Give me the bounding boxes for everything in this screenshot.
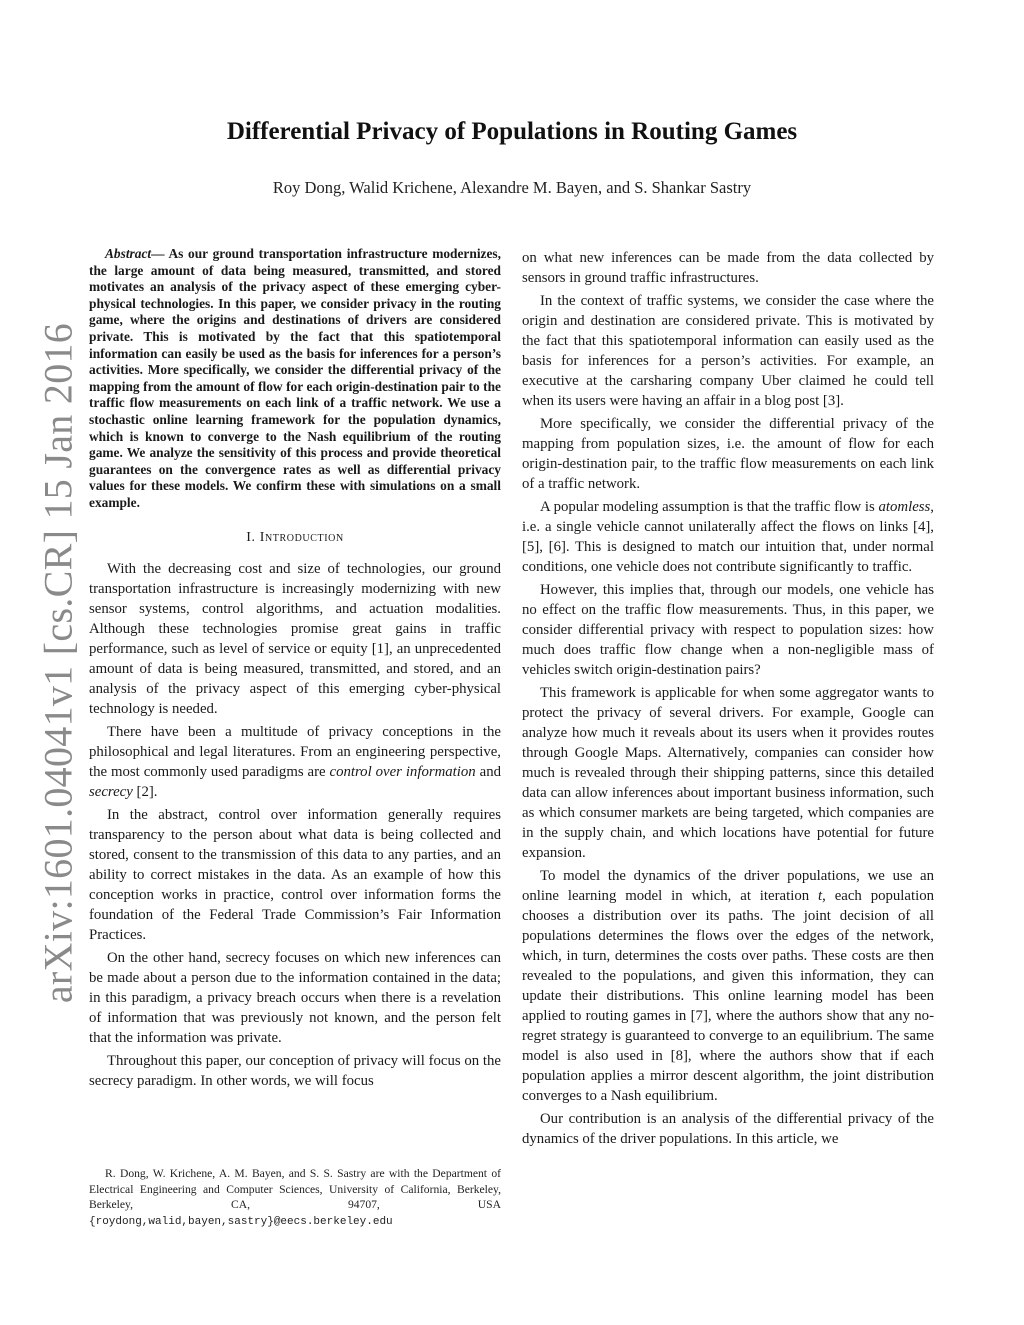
- footnote-emails: {roydong,walid,bayen,sastry}@eecs.berkeley.edu: [89, 1215, 393, 1228]
- section-number: I.: [246, 529, 256, 545]
- intro-paragraph-4: On the other hand, secrecy focuses on which new inferences can be made about a person due to the information contained in the data; in this paradigm, a privacy breach occurs when there is a revelation of information that was previously not known, and the person felt that the information was private.: [89, 949, 501, 1046]
- footnote-text: R. Dong, W. Krichene, A. M. Bayen, and S. S. Sastry are with the Department of Electrical Engineering and Computer Sciences, University of California, Berkeley, Berkeley, CA, 94707, USA: [89, 1167, 501, 1212]
- paper-authors: Roy Dong, Walid Krichene, Alexandre M. Bayen, and S. Shankar Sastry: [272, 178, 752, 197]
- emphasis-control-over-information: control over information: [329, 763, 476, 780]
- intro-paragraph-5: Throughout this paper, our conception of privacy will focus on the secrecy paradigm. In other words, we will focus: [89, 1052, 501, 1089]
- intro-paragraph-1: With the decreasing cost and size of technologies, our ground transportation infrastructure is increasingly modernizing with new sensor systems, control algorithms, and actuation modalities. Although these technologies promise great gains in traffic performance, such as level of service or equity [1], an unprecedented amount of data is being measured, transmitted, and stored, and an analysis of the privacy aspect of this emerging cyber-physical technology is needed.: [89, 560, 501, 717]
- emphasis-atomless: atomless: [878, 499, 931, 515]
- intro-paragraph-2: [89, 722, 501, 802]
- para-text: There have been a multitude of privacy conceptions in the philosophical and legal literatures. From an engineering perspective, the most commonly used paradigms are: [89, 723, 501, 780]
- para-text: and: [475, 763, 502, 780]
- emphasis-secrecy: secrecy: [89, 783, 133, 800]
- arxiv-identifier[interactable]: arXiv:1601.04041v1 [cs.CR] 15 Jan 2016: [35, 322, 81, 1004]
- section-heading: [89, 530, 501, 546]
- right-paragraph-8: Our contribution is an analysis of the differential privacy of the dynamics of the driver populations. In this article, we: [522, 1111, 934, 1147]
- left-column: [89, 246, 501, 1094]
- para-text: , i.e. a single vehicle cannot unilaterally affect the flows on links [4], [5], [6]. This is designed to match our intuition that, under normal conditions, one vehicle does not contribute significantly to traffic.: [522, 499, 934, 575]
- right-paragraph-4: [522, 497, 934, 577]
- section-title: Introduction: [259, 529, 344, 545]
- right-paragraph-5: However, this implies that, through our models, one vehicle has no effect on the traffic flow measurements. Thus, in this paper, we consider differential privacy with respect to population sizes: how much does traffic flow change when a non-negligible mass of vehicles switch origin-destination pairs?: [522, 582, 934, 678]
- right-paragraph-1: on what new inferences can be made from the data collected by sensors in ground traffic infrastructures.: [522, 250, 934, 286]
- right-paragraph-2: In the context of traffic systems, we consider the case where the origin and destination are considered private. This is motivated by the fact that this spatiotemporal information can easily used as the basis for inferences for a person’s activities. For example, an executive at the carsharing company Uber claimed he could tell when its users were having an affair in a blog post [3].: [522, 293, 934, 409]
- paper-title: Differential Privacy of Populations in Routing Games: [226, 118, 798, 145]
- intro-paragraph-3: In the abstract, control over information generally requires transparency to the person about what data is being collected and stored, consent to the transmission of this data to any parties, and an ability to correct mistakes in the data. As an example of how this conception works in practice, control over information forms the foundation of the Federal Trade Commission’s Fair Information Practices.: [89, 806, 501, 943]
- abstract-label: Abstract: [105, 246, 152, 261]
- math-variable-t: t: [818, 888, 823, 904]
- abstract-text: — As our ground transportation infrastructure modernizes, the large amount of data being measured, transmitted, and stored motivates an analysis of the privacy aspect of these emerging cyber-physical technologies. In this paper, we consider privacy in the routing game, where the origins and destinations of drivers are considered private. This is motivated by the fact that this spatiotemporal information can easily be used as the basis for inferences for a person’s activities. More specifically, we consider the differential privacy of the mapping from the amount of flow for each origin-destination pair to the traffic flow measurements on each link of a traffic network. We use a stochastic online learning framework for the population dynamics, which is known to converge to the Nash equilibrium of the routing game. We analyze the sensitivity of this process and provide theoretical guarantees on the convergence rates as well as differential privacy values for these models. We confirm these with simulations on a small example.: [89, 246, 501, 510]
- author-footnote: [89, 1166, 501, 1230]
- para-text: [2].: [132, 783, 158, 800]
- right-paragraph-7: [522, 866, 934, 1106]
- right-paragraph-3: More specifically, we consider the differential privacy of the mapping from population sizes, i.e. the amount of flow for each origin-destination pair, to the traffic flow measurements on each link of a traffic network.: [522, 416, 934, 492]
- right-paragraph-6: This framework is applicable for when some aggregator wants to protect the privacy of several drivers. For example, Google can analyze how much it reveals about its users when it provides routes through Google Maps. Alternatively, companies can consider how much is revealed through their shipping patterns, since this detailed data can allow inferences about important business information, such as which consumer markets are being targeted, which companies are in the supply chain, and which locations have potential for future expansion.: [522, 685, 934, 861]
- right-column: [522, 248, 934, 1152]
- para-text: , each population chooses a distribution over its paths. The joint decision of all populations determines the flows over the edges of the network, which, in turn, determines the costs over paths. These costs are then revealed to the populations, and given this information, they can update their distributions. This online learning model has been applied to routing games in [7], where the authors show that any no-regret strategy is guaranteed to converge to an equilibrium. The same model is also used in [8], where the authors show that if each population applies a mirror descent algorithm, the joint distribution converges to a Nash equilibrium.: [522, 888, 934, 1104]
- para-text: To model the dynamics of the driver populations, we use an online learning model in which, at iteration: [522, 868, 934, 904]
- abstract: [89, 246, 501, 512]
- para-text: A popular modeling assumption is that the traffic flow is: [540, 499, 879, 515]
